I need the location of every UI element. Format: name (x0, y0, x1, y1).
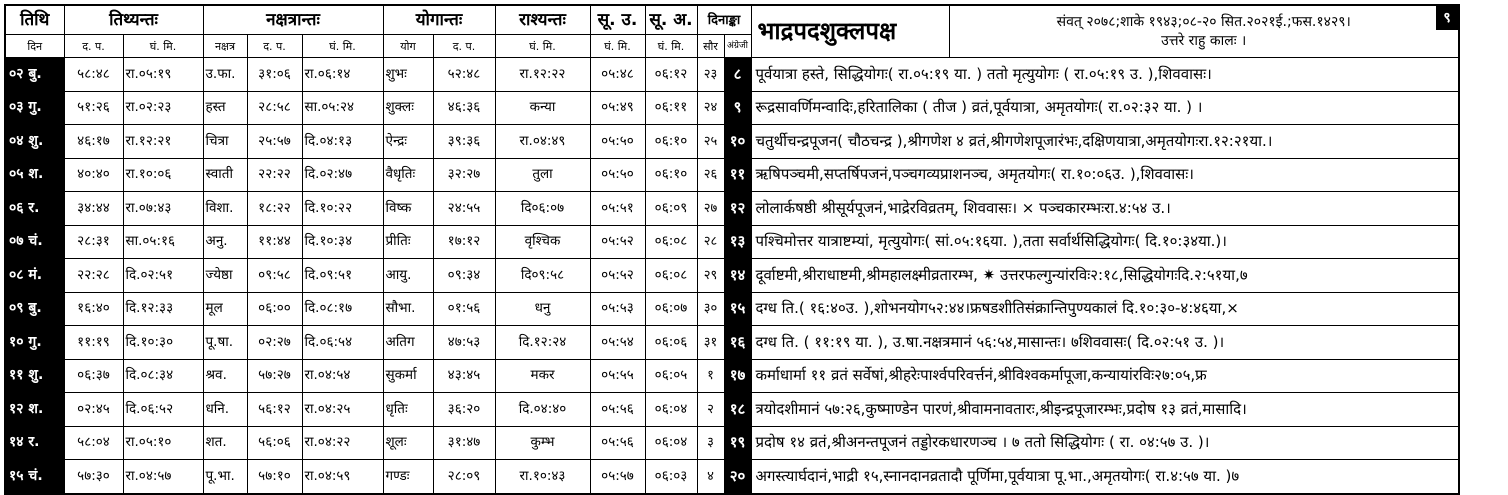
sub-tithi-dp: द. प. (64, 35, 123, 58)
sunrise-cell: ०५:४९ (590, 91, 645, 125)
tithi-ghmi-cell: दि.०६:५२ (123, 393, 203, 427)
sunrise-cell: ०५:५६ (590, 426, 645, 460)
nakshatra-ghmi-cell: दि.०८:१७ (302, 292, 383, 326)
yoga-cell: शूलः (383, 426, 433, 460)
yoga-cell: शुभः (383, 58, 433, 92)
nakshatra-ghmi-cell: दि.१०:२२ (302, 192, 383, 226)
saura-date-cell: २३ (697, 58, 724, 92)
yoga-dp-cell: २४:५५ (433, 192, 495, 226)
saura-date-cell: २ (697, 393, 724, 427)
sunset-cell: ०६:०४ (645, 426, 697, 460)
nakshatra-dp-cell: ०२:२७ (247, 326, 302, 360)
saura-date-cell: ३० (697, 292, 724, 326)
tithi-ghmi-cell: रा.०२:२३ (123, 91, 203, 125)
day-cell: ११ शु. (5, 359, 64, 393)
sub-nak-dp: द. प. (247, 35, 302, 58)
samvat-info (949, 5, 1459, 58)
nakshatra-dp-cell: ३१:०६ (247, 58, 302, 92)
yoga-dp-cell: ५२:४८ (433, 58, 495, 92)
english-date-cell: १७ (724, 359, 751, 393)
nakshatra-cell: मूल (203, 292, 247, 326)
day-cell: ०२ बु. (5, 58, 64, 92)
day-cell: ०८ मं. (5, 259, 64, 293)
samvat-line-1: संवत् २०७८;शाके १९४३;०८-२० सित.२०२१ई.;फस.१४२९। (1056, 13, 1351, 30)
nakshatra-cell: हस्त (203, 91, 247, 125)
sub-nak-ghmi: घं. मि. (302, 35, 383, 58)
table-row (5, 259, 1459, 293)
yoga-cell: धृतिः (383, 393, 433, 427)
col-rashyanta: राश्यन्तः (495, 5, 590, 35)
sunset-cell: ०६:१० (645, 158, 697, 192)
table-row (5, 91, 1459, 125)
sunset-cell: ०६:११ (645, 91, 697, 125)
col-dinanka: दिनाङ्का (697, 5, 751, 35)
sunrise-cell: ०५:५२ (590, 225, 645, 259)
nakshatra-dp-cell: २८:५८ (247, 91, 302, 125)
tithi-dp-cell: २८:३१ (64, 225, 123, 259)
english-date-cell: २० (724, 460, 751, 494)
sunset-cell: ०६:०९ (645, 192, 697, 226)
tithi-dp-cell: ३४:४४ (64, 192, 123, 226)
nakshatra-ghmi-cell: दि.१०:३४ (302, 225, 383, 259)
nakshatra-ghmi-cell: सा.०५:२४ (302, 91, 383, 125)
rashi-cell: रा.१२:२२ (495, 58, 590, 92)
sub-sa-ghmi: घं. मि. (645, 35, 697, 58)
english-date-cell: १८ (724, 393, 751, 427)
sunrise-cell: ०५:५४ (590, 326, 645, 360)
tithi-ghmi-cell: दि.१२:३३ (123, 292, 203, 326)
sunrise-cell: ०५:५१ (590, 192, 645, 226)
sub-yoga-dp: द. प. (433, 35, 495, 58)
table-row (5, 393, 1459, 427)
table-row (5, 192, 1459, 226)
sub-angreji: अंग्रेजी (724, 35, 751, 58)
table-row (5, 158, 1459, 192)
remark-cell: ऋषिपञ्चमी,सप्तर्षिपजनं,पञ्चगव्यप्राशनञ्च, अमृतयोगः( रा.१०:०६उ. ),शिववासः। (751, 158, 1459, 192)
tithi-dp-cell: २२:२८ (64, 259, 123, 293)
english-date-cell: १३ (724, 225, 751, 259)
english-date-cell: १९ (724, 426, 751, 460)
saura-date-cell: २९ (697, 259, 724, 293)
panchang-table (4, 4, 1460, 495)
tithi-ghmi-cell: रा.०७:४३ (123, 192, 203, 226)
nakshatra-dp-cell: ५७:१० (247, 460, 302, 494)
col-yoganta: योगान्तः (383, 5, 495, 35)
yoga-dp-cell: ३९:३६ (433, 125, 495, 159)
rashi-cell: दि.०४:४० (495, 393, 590, 427)
nakshatra-dp-cell: ५७:२७ (247, 359, 302, 393)
sunrise-cell: ०५:५३ (590, 292, 645, 326)
yoga-cell: ऐन्द्रः (383, 125, 433, 159)
col-tithyanta: तिथ्यन्तः (64, 5, 203, 35)
table-row (5, 292, 1459, 326)
day-cell: १५ चं. (5, 460, 64, 494)
sunrise-cell: ०५:५० (590, 125, 645, 159)
rashi-cell: तुला (495, 158, 590, 192)
day-cell: ०५ श. (5, 158, 64, 192)
tithi-ghmi-cell: रा.०५:१० (123, 426, 203, 460)
col-suryasta: सू. अ. (645, 5, 697, 35)
table-row (5, 125, 1459, 159)
day-cell: १४ र. (5, 426, 64, 460)
nakshatra-cell: श्रव. (203, 359, 247, 393)
yoga-cell: सौभा. (383, 292, 433, 326)
sunset-cell: ०६:०७ (645, 292, 697, 326)
tithi-dp-cell: ५८:४८ (64, 58, 123, 92)
tithi-dp-cell: ४६:१७ (64, 125, 123, 159)
nakshatra-cell: धनि. (203, 393, 247, 427)
day-cell: ०३ गु. (5, 91, 64, 125)
nakshatra-cell: शत. (203, 426, 247, 460)
col-suryodaya: सू. उ. (590, 5, 645, 35)
remark-cell: अगस्त्यार्घदानं,भाद्री १५,स्नानदानव्रतादौ पूर्णिमा,पूर्वयात्रा पू.भा.,अमृतयोगः( रा.४:५७ या. )७ (751, 460, 1459, 494)
sub-saura: सौर (697, 35, 724, 58)
saura-date-cell: ४ (697, 460, 724, 494)
sunset-cell: ०६:१० (645, 125, 697, 159)
remark-cell: दग्ध ति.( १६:४०उ. ),शोभनयोग५२:४४।फ्रषडशीतिसंक्रान्तिपुण्यकालं दि.१०:३०-४:४६या,× (751, 292, 1459, 326)
yoga-cell: सुकर्मा (383, 359, 433, 393)
yoga-cell: वैधृतिः (383, 158, 433, 192)
yoga-dp-cell: ३६:२० (433, 393, 495, 427)
sub-tithi-ghmi: घं. मि. (123, 35, 203, 58)
rashi-cell: दि.१२:२४ (495, 326, 590, 360)
sunrise-cell: ०५:५७ (590, 460, 645, 494)
rashi-cell: धनु (495, 292, 590, 326)
tithi-dp-cell: ०२:४५ (64, 393, 123, 427)
remark-cell: दग्ध ति. ( ११:१९ या. ), उ.षा.नक्षत्रमानं ५६:५४,मासान्तः। ७शिववासः( दि.०२:५१ उ. )। (751, 326, 1459, 360)
english-date-cell: १५ (724, 292, 751, 326)
saura-date-cell: २५ (697, 125, 724, 159)
english-date-cell: ११ (724, 158, 751, 192)
yoga-dp-cell: ३१:४७ (433, 426, 495, 460)
nakshatra-dp-cell: ५६:१२ (247, 393, 302, 427)
tithi-ghmi-cell: सा.०५:१६ (123, 225, 203, 259)
day-cell: ०७ चं. (5, 225, 64, 259)
english-date-cell: ८ (724, 58, 751, 92)
saura-date-cell: १ (697, 359, 724, 393)
rashi-cell: मकर (495, 359, 590, 393)
table-row (5, 326, 1459, 360)
sunrise-cell: ०५:५५ (590, 359, 645, 393)
table-row (5, 426, 1459, 460)
nakshatra-ghmi-cell: रा.०४:२२ (302, 426, 383, 460)
sunrise-cell: ०५:५६ (590, 393, 645, 427)
remark-cell: रूद्रसावर्णिमन्वादिः,हरितालिका ( तीज ) व्रतं,पूर्वयात्रा, अमृतयोगः( रा.०२:३२ या. ) । (751, 91, 1459, 125)
table-row (5, 225, 1459, 259)
nakshatra-ghmi-cell: रा.०४:२५ (302, 393, 383, 427)
table-row (5, 359, 1459, 393)
sunrise-cell: ०५:५० (590, 158, 645, 192)
nakshatra-ghmi-cell: दि.०२:४७ (302, 158, 383, 192)
remark-cell: पूर्वयात्रा हस्ते, सिद्धियोगः( रा.०५:१९ या. ) ततो मृत्युयोगः ( रा.०५:१९ उ. ),शिववासः। (751, 58, 1459, 92)
nakshatra-cell: चित्रा (203, 125, 247, 159)
english-date-cell: १२ (724, 192, 751, 226)
english-date-cell: १६ (724, 326, 751, 360)
nakshatra-ghmi-cell: दि.०४:१३ (302, 125, 383, 159)
nakshatra-ghmi-cell: दि.०९:५१ (302, 259, 383, 293)
yoga-cell: विष्क (383, 192, 433, 226)
paksha-title: भाद्रपदशुक्लपक्ष (751, 5, 949, 58)
nakshatra-dp-cell: २५:५७ (247, 125, 302, 159)
tithi-ghmi-cell: रा.१२:२१ (123, 125, 203, 159)
tithi-ghmi-cell: रा.०४:५७ (123, 460, 203, 494)
tithi-dp-cell: १६:४० (64, 292, 123, 326)
day-cell: १२ श. (5, 393, 64, 427)
table-row (5, 460, 1459, 494)
nakshatra-cell: स्वाती (203, 158, 247, 192)
nakshatra-cell: विशा. (203, 192, 247, 226)
rashi-cell: रा.०४:४९ (495, 125, 590, 159)
sub-nakshatra: नक्षत्र (203, 35, 247, 58)
english-date-cell: ९ (724, 91, 751, 125)
saura-date-cell: २७ (697, 192, 724, 226)
yoga-dp-cell: २८:०९ (433, 460, 495, 494)
rashi-cell: कन्या (495, 91, 590, 125)
nakshatra-cell: पू.भा. (203, 460, 247, 494)
tithi-dp-cell: ५८:०४ (64, 426, 123, 460)
english-date-cell: १४ (724, 259, 751, 293)
sunset-cell: ०६:०८ (645, 225, 697, 259)
nakshatra-dp-cell: ०६:०० (247, 292, 302, 326)
nakshatra-ghmi-cell: रा.०६:१४ (302, 58, 383, 92)
tithi-dp-cell: ०६:३७ (64, 359, 123, 393)
yoga-dp-cell: ०९:३४ (433, 259, 495, 293)
remark-cell: चतुर्थीचन्द्रपूजन( चौठचन्द्र ),श्रीगणेश ४ व्रतं,श्रीगणेशपूजारंभः,दक्षिणयात्रा,अमृतयोगःरा.१२:२१या.। (751, 125, 1459, 159)
nakshatra-dp-cell: २२:२२ (247, 158, 302, 192)
col-tithi: तिथि (5, 5, 64, 35)
yoga-cell: आयु. (383, 259, 433, 293)
sunset-cell: ०६:०४ (645, 393, 697, 427)
yoga-dp-cell: ४६:३६ (433, 91, 495, 125)
sunset-cell: ०६:०६ (645, 326, 697, 360)
tithi-dp-cell: ४०:४० (64, 158, 123, 192)
nakshatra-ghmi-cell: दि.०६:५४ (302, 326, 383, 360)
sub-din: दिन (5, 35, 64, 58)
saura-date-cell: ३१ (697, 326, 724, 360)
day-cell: १० गु. (5, 326, 64, 360)
sub-yoga: योग (383, 35, 433, 58)
table-row (5, 58, 1459, 92)
remark-cell: लोलार्कषष्ठी श्रीसूर्यपूजनं,भाद्रेरविव्रतम्, शिववासः। × पञ्चकारम्भःरा.४:५४ उ.। (751, 192, 1459, 226)
tithi-dp-cell: ५७:३० (64, 460, 123, 494)
saura-date-cell: २६ (697, 158, 724, 192)
rashi-cell: वृश्चिक (495, 225, 590, 259)
nakshatra-dp-cell: ११:४४ (247, 225, 302, 259)
yoga-cell: प्रीतिः (383, 225, 433, 259)
rashi-cell: रा.१०:४३ (495, 460, 590, 494)
nakshatra-dp-cell: १८:२२ (247, 192, 302, 226)
day-cell: ०४ शु. (5, 125, 64, 159)
sunset-cell: ०६:०३ (645, 460, 697, 494)
yoga-dp-cell: १७:१२ (433, 225, 495, 259)
remark-cell: पश्चिमोत्तर यात्राष्टम्यां, मृत्युयोगः( सां.०५:१६या. ),तता सर्वार्थसिद्धियोगः( दि.१०:३४या.)। (751, 225, 1459, 259)
page-number: ९ (1436, 6, 1458, 30)
saura-date-cell: ३ (697, 426, 724, 460)
saura-date-cell: २४ (697, 91, 724, 125)
sub-rashi-ghmi: घं. मि. (495, 35, 590, 58)
remark-cell: प्रदोष १४ व्रतं,श्रीअनन्तपूजनं तड्डोरकधारणञ्च । ७ ततो सिद्धियोगः ( रा. ०४:५७ उ. )। (751, 426, 1459, 460)
yoga-dp-cell: ३२:२७ (433, 158, 495, 192)
nakshatra-ghmi-cell: रा.०४:५४ (302, 359, 383, 393)
yoga-dp-cell: ४३:४५ (433, 359, 495, 393)
nakshatra-cell: उ.फा. (203, 58, 247, 92)
header-row (5, 5, 1459, 35)
nakshatra-cell: पू.षा. (203, 326, 247, 360)
tithi-ghmi-cell: दि.१०:३० (123, 326, 203, 360)
tithi-dp-cell: ११:१९ (64, 326, 123, 360)
sunrise-cell: ०५:५२ (590, 259, 645, 293)
nakshatra-cell: अनु. (203, 225, 247, 259)
english-date-cell: १० (724, 125, 751, 159)
tithi-ghmi-cell: दि.०२:५१ (123, 259, 203, 293)
yoga-dp-cell: ०१:५६ (433, 292, 495, 326)
remark-cell: त्रयोदशीमानं ५७:२६,कुष्माण्डेन पारणं,श्रीवामनावतारः,श्रीइन्द्रपूजारम्भः,प्रदोष १३ व्रतं,मासादि। (751, 393, 1459, 427)
nakshatra-ghmi-cell: रा.०४:५९ (302, 460, 383, 494)
nakshatra-dp-cell: ०९:५८ (247, 259, 302, 293)
yoga-cell: शुक्लः (383, 91, 433, 125)
sunset-cell: ०६:१२ (645, 58, 697, 92)
day-cell: ०६ र. (5, 192, 64, 226)
saura-date-cell: २८ (697, 225, 724, 259)
samvat-line-2: उत्तरे राहु कालः । (1161, 32, 1247, 49)
nakshatra-cell: ज्येष्ठा (203, 259, 247, 293)
yoga-dp-cell: ४७:५३ (433, 326, 495, 360)
sunrise-cell: ०५:४८ (590, 58, 645, 92)
yoga-cell: गण्डः (383, 460, 433, 494)
day-cell: ०९ बु. (5, 292, 64, 326)
remark-cell: कर्माधार्मा ११ व्रतं सर्वेषां,श्रीहरेःपार्श्वपरिवर्त्तनं,श्रीविश्वकर्मापूजा,कन्यायांरविः२७:०५,फ्र (751, 359, 1459, 393)
rashi-cell: दि०६:०७ (495, 192, 590, 226)
yoga-cell: अतिग (383, 326, 433, 360)
tithi-ghmi-cell: रा.१०:०६ (123, 158, 203, 192)
rashi-cell: कुम्भ (495, 426, 590, 460)
rashi-cell: दि०९:५८ (495, 259, 590, 293)
sunset-cell: ०६:०८ (645, 259, 697, 293)
nakshatra-dp-cell: ५६:०६ (247, 426, 302, 460)
col-nakshatranta: नक्षत्रान्तः (203, 5, 383, 35)
sub-su-ghmi: घं. मि. (590, 35, 645, 58)
tithi-ghmi-cell: रा.०५:१९ (123, 58, 203, 92)
tithi-dp-cell: ५१:२६ (64, 91, 123, 125)
sunset-cell: ०६:०५ (645, 359, 697, 393)
tithi-ghmi-cell: दि.०८:३४ (123, 359, 203, 393)
remark-cell: दूर्वाष्टमी,श्रीराधाष्टमी,श्रीमहालक्ष्मीव्रतारम्भ, ✷ उत्तरफल्गुन्यांरविः२:१८,सिद्धियोगःदि.२:५१या,७ (751, 259, 1459, 293)
